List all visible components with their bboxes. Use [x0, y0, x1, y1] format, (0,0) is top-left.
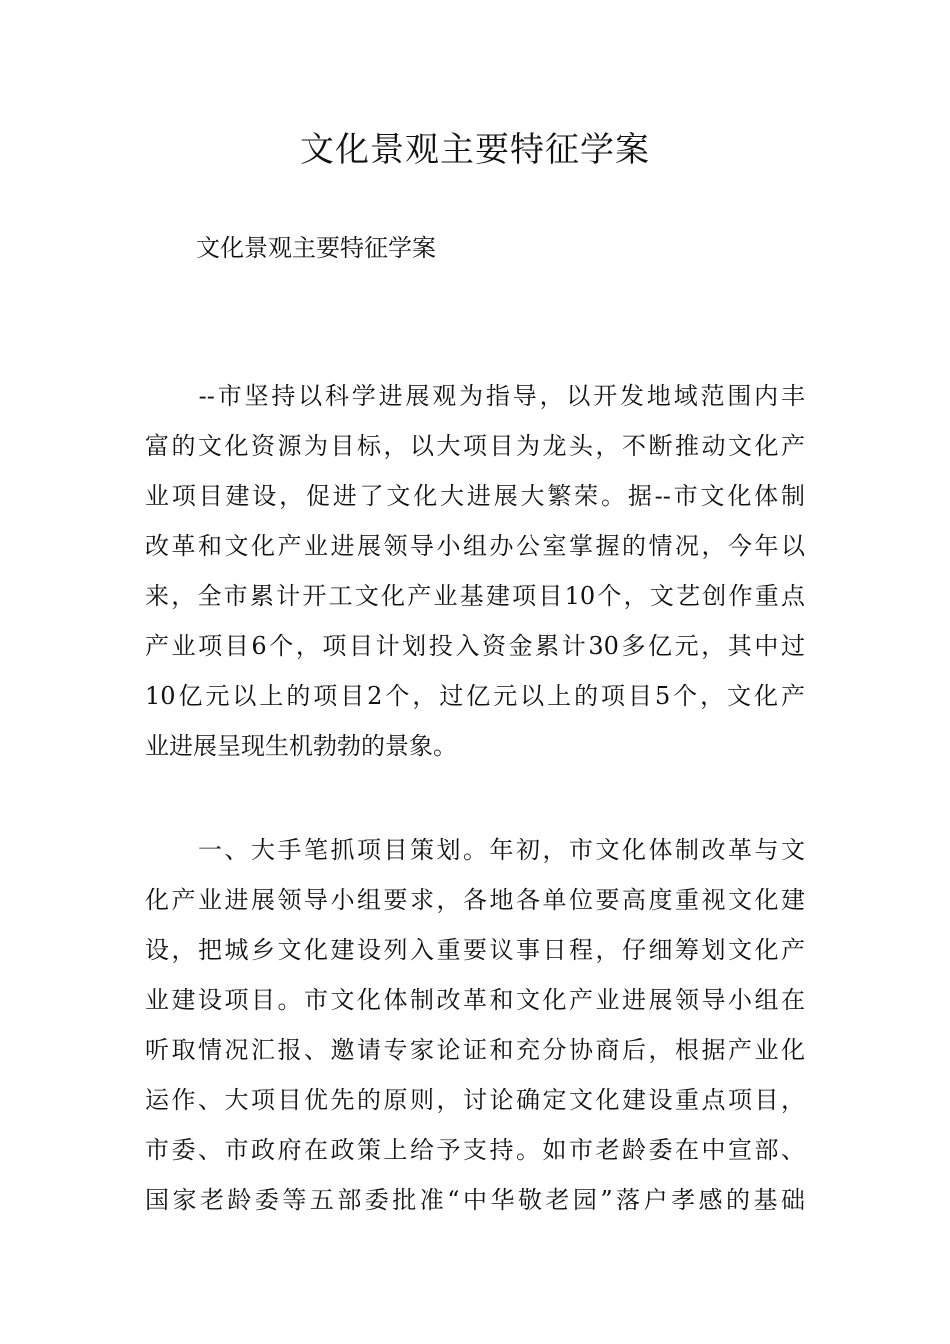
paragraph-line: 听取情况汇报、邀请专家论证和充分协商后，根据产业化 [145, 1036, 805, 1064]
paragraph-line: --市坚持以科学进展观为指导，以开发地域范围内丰 [145, 382, 805, 410]
paragraph-intro [145, 371, 805, 771]
paragraph-line: 来，全市累计开工文化产业基建项目10个，文艺创作重点 [145, 582, 805, 610]
paragraph-line: 业进展呈现生机勃勃的景象。 [145, 732, 457, 760]
document-subtitle: 文化景观主要特征学案 [196, 234, 436, 262]
paragraph-line: 业项目建设，促进了文化大进展大繁荣。据--市文化体制 [145, 482, 805, 510]
paragraph-line: 业建设项目。市文化体制改革和文化产业进展领导小组在 [145, 986, 805, 1014]
paragraph-line: 产业项目6个，项目计划投入资金累计30多亿元，其中过 [145, 632, 805, 660]
paragraph-line: 国家老龄委等五部委批准“中华敬老园”落户孝感的基础 [145, 1186, 805, 1214]
paragraph-line: 市委、市政府在政策上给予支持。如市老龄委在中宣部、 [145, 1136, 805, 1164]
paragraph-line: 富的文化资源为目标，以大项目为龙头，不断推动文化产 [145, 432, 805, 460]
paragraph-line: 改革和文化产业进展领导小组办公室掌握的情况，今年以 [145, 532, 805, 560]
paragraph-section-one [145, 825, 805, 1225]
paragraph-line: 运作、大项目优先的原则，讨论确定文化建设重点项目， [145, 1086, 805, 1114]
paragraph-line: 10亿元以上的项目2个，过亿元以上的项目5个，文化产 [145, 682, 805, 710]
paragraph-line: 设，把城乡文化建设列入重要议事日程，仔细筹划文化产 [145, 936, 805, 964]
paragraph-line: 一、大手笔抓项目策划。年初，市文化体制改革与文 [145, 836, 805, 864]
document-title: 文化景观主要特征学案 [300, 130, 650, 170]
paragraph-line: 化产业进展领导小组要求，各地各单位要高度重视文化建 [145, 886, 805, 914]
